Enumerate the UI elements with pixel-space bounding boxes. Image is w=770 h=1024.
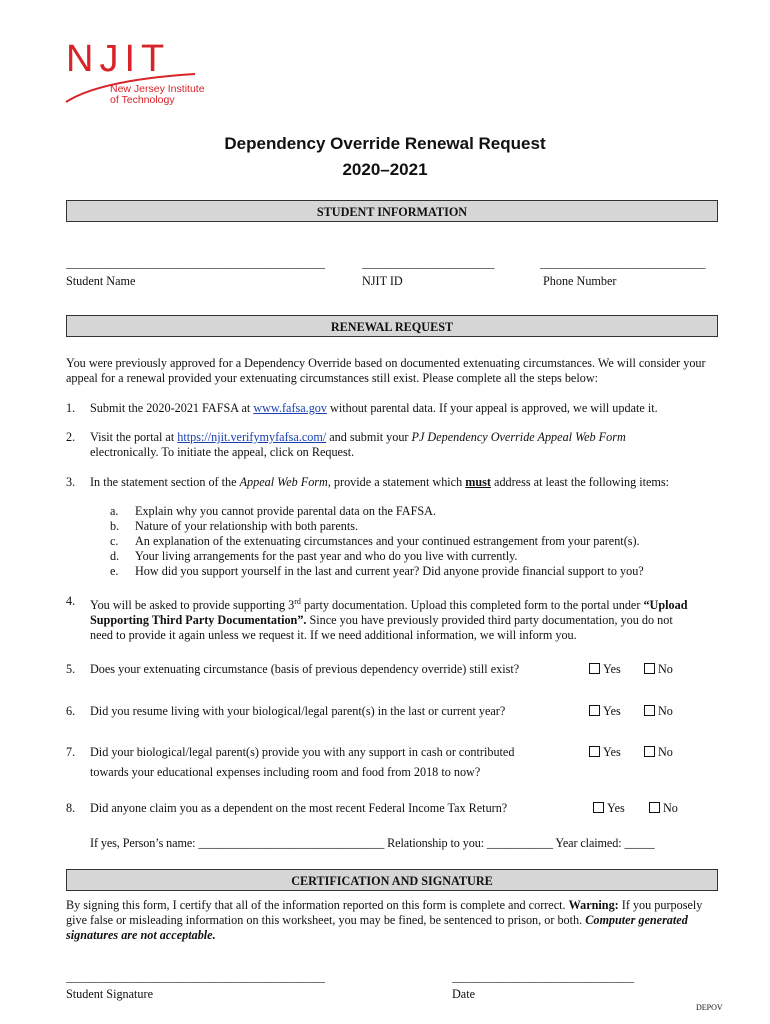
logo-line-1: New Jersey Institute <box>110 83 205 95</box>
step-3-text-mid: , provide a statement which <box>327 475 466 489</box>
sub-item-b: Nature of your relationship with both parents. <box>135 519 359 533</box>
checkbox-icon[interactable] <box>644 663 655 674</box>
step-3-text: In the statement section of the <box>90 475 240 489</box>
njit-id-label: NJIT ID <box>362 274 403 288</box>
step-4-bold-1: “Upload <box>643 598 688 613</box>
student-signature-line[interactable]: _______________________________________________ <box>66 970 325 984</box>
step-1 <box>90 401 720 416</box>
certification-computer-signatures: Computer generated signatures are not acceptable. <box>66 913 688 942</box>
question-6-no[interactable] <box>644 704 673 719</box>
step-4-superscript: rd <box>294 597 301 606</box>
checkbox-icon[interactable] <box>644 746 655 757</box>
intro-paragraph: You were previously approved for a Dependency Override based on documented extenuating circumstances. We will consider your appeal for a renewal provided your extenuating circumstances still exist. Please complete all the steps below: <box>66 356 706 385</box>
student-name-line[interactable]: _______________________________________________ <box>66 256 325 270</box>
sub-item-a: Explain why you cannot provide parental data on the FAFSA. <box>135 504 437 518</box>
step-3-text-end: address at least the following items: <box>490 475 670 489</box>
yes-label: Yes <box>603 662 621 676</box>
sub-item-c-letter: c. <box>110 534 119 548</box>
certification-text: By signing this form, I certify that all of the information reported on this form is complete and correct. <box>66 898 569 912</box>
question-5-text: Does your extenuating circumstance (basis of previous dependency override) still exist? <box>90 662 520 676</box>
yes-label: Yes <box>603 704 621 718</box>
step-4-bold-2: Supporting Third Party Documentation”. <box>90 613 307 628</box>
sub-item-c: An explanation of the extenuating circumstances and your continued estrangement from your parent(s). <box>135 534 640 548</box>
logo-line-2: of Technology <box>110 94 175 106</box>
step-4 <box>90 594 720 643</box>
certification-text-mid: If you purposely give false or misleading information on this worksheet, you may be fined, be sentenced to prison, or both. <box>66 898 703 927</box>
question-8-text: Did anyone claim you as a dependent on the most recent Federal Income Tax Return? <box>90 801 508 815</box>
step-1-text-end: without parental data. If your appeal is approved, we will update it. <box>326 401 658 415</box>
date-label: Date <box>452 987 476 1001</box>
question-8-no[interactable] <box>649 801 678 816</box>
question-5-no[interactable] <box>644 662 673 677</box>
step-4-text-line3: need to provide it again unless we request it. If we need additional information, we will inform you. <box>90 628 577 643</box>
phone-number-label: Phone Number <box>543 274 617 288</box>
question-6-number: 6. <box>66 704 76 718</box>
yes-label: Yes <box>603 745 621 759</box>
fafsa-link[interactable]: www.fafsa.gov <box>253 401 327 415</box>
step-1-text: Submit the 2020-2021 FAFSA at <box>90 401 254 415</box>
claim-line[interactable]: If yes, Person’s name: _______________________________ Relationship to you: ___________ Year claimed: _____ <box>90 836 655 850</box>
step-4-text-mid: party documentation. Upload this completed form to the portal under <box>300 598 644 613</box>
step-4-text-post: Since you have previously provided third party documentation, you do not <box>306 613 673 628</box>
question-5-number: 5. <box>66 662 76 676</box>
question-7-text-line2: towards your educational expenses including room and food from 2018 to now? <box>90 765 481 779</box>
step-1-number: 1. <box>66 401 76 415</box>
footer-code: DEPOV <box>696 1003 723 1012</box>
section-student-information: STUDENT INFORMATION <box>66 200 718 222</box>
sub-item-b-letter: b. <box>110 519 120 533</box>
section-certification: CERTIFICATION AND SIGNATURE <box>66 869 718 891</box>
page-year: 2020–2021 <box>342 160 428 179</box>
step-2-number: 2. <box>66 430 76 444</box>
phone-number-line[interactable]: ______________________________ <box>540 256 705 270</box>
sub-item-a-letter: a. <box>110 504 119 518</box>
date-line[interactable]: _________________________________ <box>452 970 634 984</box>
certification-paragraph <box>66 898 718 943</box>
portal-link[interactable]: https://njit.verifymyfafsa.com/ <box>177 430 327 444</box>
step-4-number: 4. <box>66 594 76 608</box>
step-2-text: Visit the portal at <box>90 430 178 444</box>
no-label: No <box>658 704 673 718</box>
checkbox-icon[interactable] <box>649 802 660 813</box>
njit-logo-wordmark: NJIT <box>66 38 171 80</box>
yes-label: Yes <box>607 801 625 815</box>
sub-item-e: How did you support yourself in the last and current year? Did anyone provide financial support to you? <box>135 564 644 578</box>
sub-item-d: Your living arrangements for the past year and who do you live with currently. <box>135 549 518 563</box>
step-2-form-name: PJ Dependency Override Appeal Web Form <box>411 430 626 444</box>
question-6-text: Did you resume living with your biological/legal parent(s) in the last or current year? <box>90 704 506 718</box>
no-label: No <box>658 662 673 676</box>
step-3-must: must <box>465 475 491 489</box>
step-2-text-mid: and submit your <box>326 430 412 444</box>
sub-item-e-letter: e. <box>110 564 119 578</box>
step-2 <box>90 430 720 460</box>
student-signature-label: Student Signature <box>66 987 153 1001</box>
section-renewal-request: RENEWAL REQUEST <box>66 315 718 337</box>
no-label: No <box>663 801 678 815</box>
step-3 <box>90 475 720 490</box>
step-3-form-name: Appeal Web Form <box>239 475 328 489</box>
step-3-number: 3. <box>66 475 76 489</box>
step-4-text: You will be asked to provide supporting 3 <box>90 598 295 613</box>
no-label: No <box>658 745 673 759</box>
student-name-label: Student Name <box>66 274 136 288</box>
sub-item-d-letter: d. <box>110 549 120 563</box>
question-8-yes[interactable] <box>593 801 625 816</box>
checkbox-icon[interactable] <box>589 746 600 757</box>
question-6-yes[interactable] <box>589 704 621 719</box>
checkbox-icon[interactable] <box>589 705 600 716</box>
checkbox-icon[interactable] <box>589 663 600 674</box>
njit-id-line[interactable]: ________________________ <box>362 256 494 270</box>
checkbox-icon[interactable] <box>644 705 655 716</box>
checkbox-icon[interactable] <box>593 802 604 813</box>
question-8-number: 8. <box>66 801 76 815</box>
question-5-yes[interactable] <box>589 662 621 677</box>
certification-warning: Warning: <box>568 898 619 912</box>
question-7-number: 7. <box>66 745 76 759</box>
page-title: Dependency Override Renewal Request <box>224 134 546 153</box>
step-2-text-line2: electronically. To initiate the appeal, click on Request. <box>90 445 355 459</box>
question-7-text: Did your biological/legal parent(s) provide you with any support in cash or contributed <box>90 745 515 759</box>
question-7-no[interactable] <box>644 745 673 760</box>
question-7-yes[interactable] <box>589 745 621 760</box>
